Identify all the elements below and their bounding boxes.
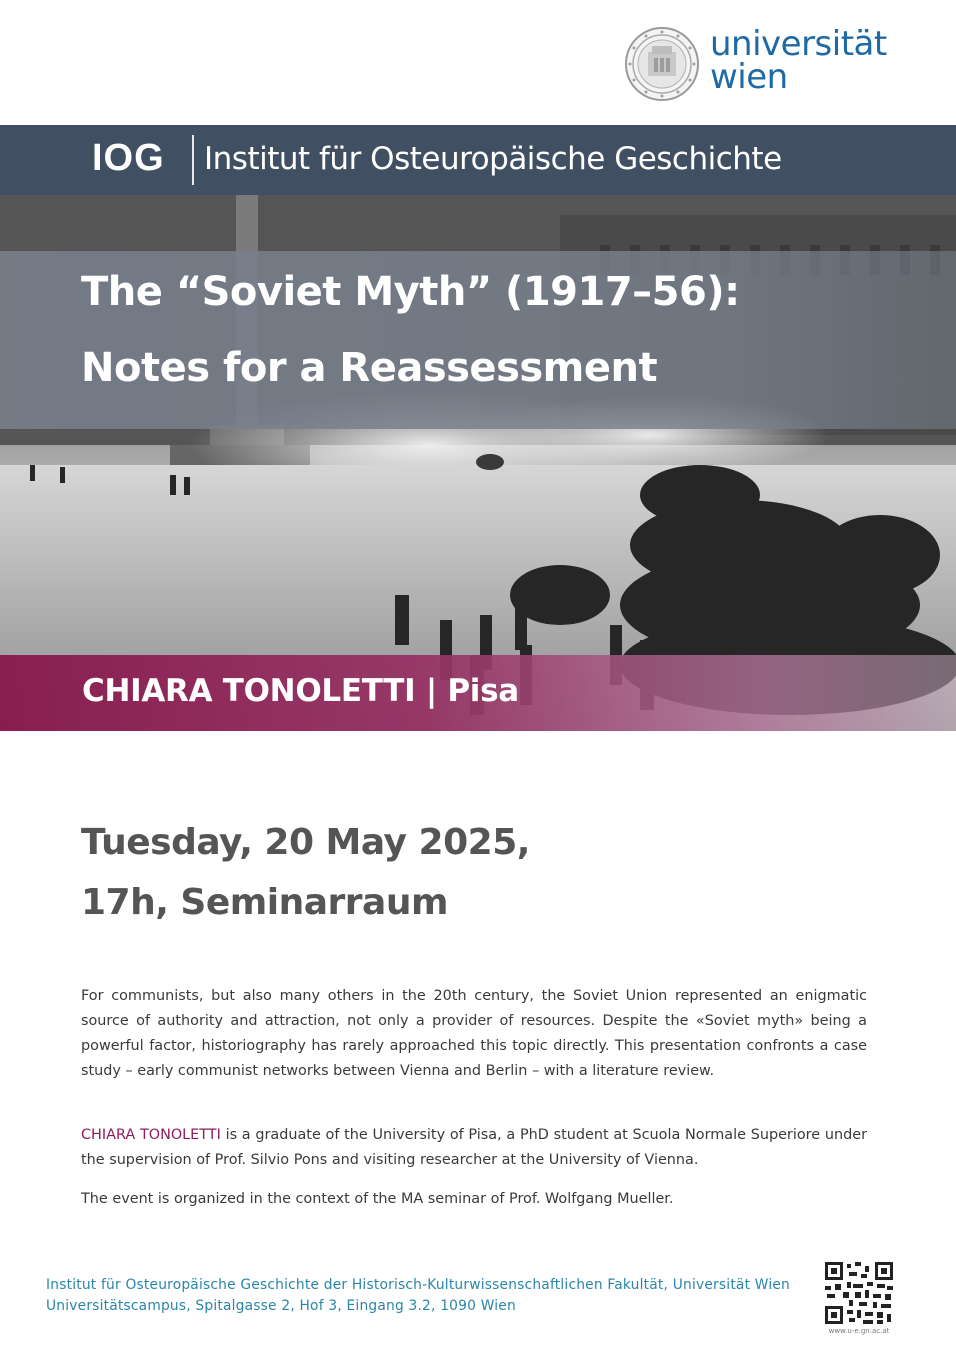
speaker-name: CHIARA TONOLETTI | Pisa (82, 673, 519, 709)
footer-address-line: Universitätscampus, Spitalgasse 2, Hof 3, Eingang 3.2, 1090 Wien (46, 1298, 516, 1314)
bio-text: is a graduate of the University of Pisa, a PhD student at Scuola Normale Superiore under the supervision of Prof. Silvio Pons and visiting researcher at the University of Vienna. (81, 1127, 867, 1168)
context-paragraph: The event is organized in the context of the MA seminar of Prof. Wolfgang Mueller. (81, 1191, 674, 1207)
institute-name: Institut für Osteuropäische Geschichte (204, 141, 782, 177)
talk-title-bar (0, 251, 956, 429)
talk-title-line-1: The “Soviet Myth” (1917–56): (81, 269, 740, 315)
footer-institute-line: Institut für Osteuropäische Geschichte der Historisch-Kulturwissenschaftlichen Fakultät, Universität Wien (46, 1277, 790, 1293)
qr-code-icon[interactable] (823, 1260, 895, 1326)
university-logo (624, 24, 924, 106)
university-wordmark (710, 24, 887, 97)
institute-bar (0, 125, 956, 195)
event-date: Tuesday, 20 May 2025, (81, 822, 530, 863)
university-seal-icon (624, 26, 700, 102)
wordmark-line-1: universität (710, 24, 887, 64)
qr-caption: www.u-e.gn.ac.at (828, 1327, 890, 1335)
speaker-bar (0, 655, 956, 731)
institute-divider (192, 135, 194, 185)
abstract-paragraph: For communists, but also many others in the 20th century, the Soviet Union represented an enigmatic source of authority and attraction, not only a provider of resources. Despite the «Soviet myth» being a powerful factor, historiography has rarely approached this topic directly. This presentation confronts a case study – early communist networks between Vienna and Berlin – with a literature review. (81, 988, 867, 1079)
header-banner (0, 125, 956, 731)
bio-paragraph (81, 1123, 867, 1173)
institute-abbreviation: IOG (92, 137, 165, 179)
talk-title-line-2: Notes for a Reassessment (81, 345, 658, 391)
wordmark-line-2: wien (710, 57, 788, 97)
event-time-room: 17h, Seminarraum (81, 882, 448, 923)
bio-speaker-name: CHIARA TONOLETTI (81, 1127, 221, 1143)
